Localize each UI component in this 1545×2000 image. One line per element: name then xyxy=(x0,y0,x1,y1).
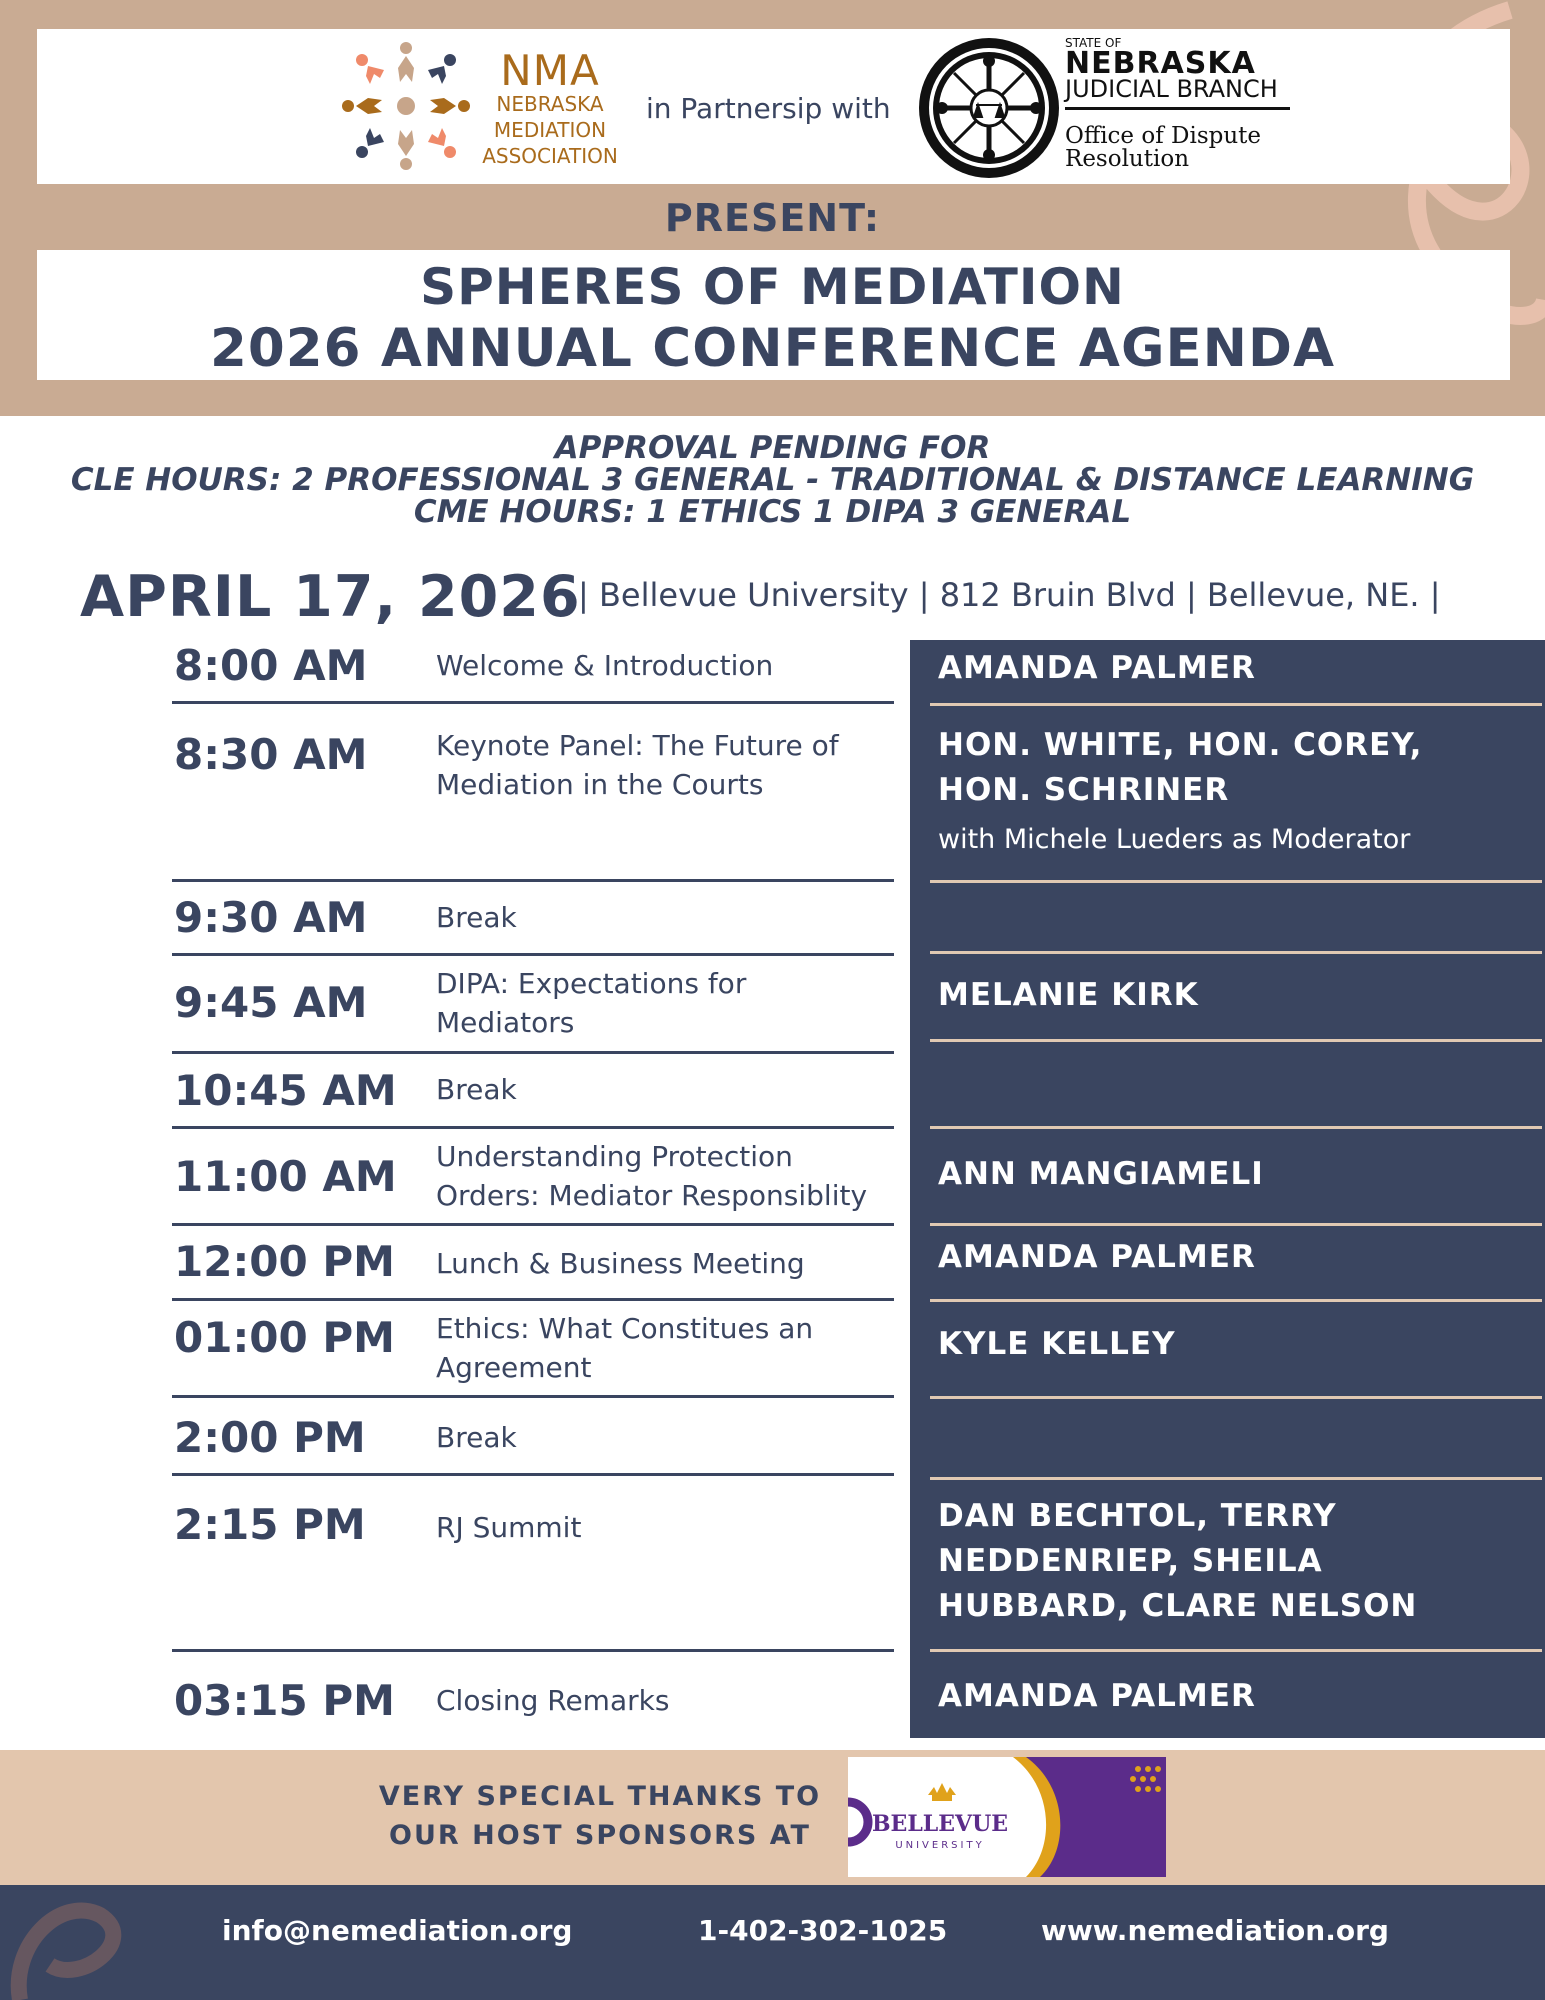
agenda-session: Understanding Protection Orders: Mediator Responsiblity xyxy=(436,1140,868,1212)
row-divider xyxy=(172,1395,894,1398)
row-divider xyxy=(172,1223,894,1226)
sponsor-band xyxy=(0,1750,1545,1885)
agenda-session: Closing Remarks xyxy=(436,1684,670,1717)
row-divider xyxy=(172,879,894,882)
row-divider xyxy=(172,1649,894,1652)
agenda-session: Ethics: What Constitues an Agreement xyxy=(436,1312,814,1384)
agenda-time: 2:15 PM xyxy=(174,1500,366,1549)
agenda-time: 01:00 PM xyxy=(174,1313,395,1362)
agenda-speaker: ANN MANGIAMELI xyxy=(938,1156,1264,1192)
speaker-divider xyxy=(930,1126,1542,1129)
agenda-session: DIPA: Expectations for Mediators xyxy=(436,967,747,1039)
speaker-divider xyxy=(930,1396,1542,1399)
office-label-line2: Resolution xyxy=(1065,146,1190,172)
agenda-session: Break xyxy=(436,1073,517,1106)
nma-name-line3: ASSOCIATION xyxy=(482,144,618,168)
conference-title-line2: 2026 ANNUAL CONFERENCE AGENDA xyxy=(209,318,1336,379)
agenda-session: Break xyxy=(436,901,517,934)
office-label-line1: Office of Dispute xyxy=(1065,123,1262,149)
agenda-speaker: DAN BECHTOL, TERRY NEDDENRIEP, SHEILA HUBBARD, CLARE NELSON xyxy=(938,1498,1418,1624)
nma-abbreviation: NMA xyxy=(500,46,600,95)
speaker-divider xyxy=(930,1223,1542,1226)
row-divider xyxy=(172,953,894,956)
footer-phone[interactable]: 1-402-302-1025 xyxy=(698,1914,948,1947)
agenda-session: Keynote Panel: The Future of Mediation in the Courts xyxy=(436,729,839,801)
agenda-session: Break xyxy=(436,1421,517,1454)
approval-line1: APPROVAL PENDING FOR xyxy=(554,430,991,466)
agenda-speaker: AMANDA PALMER xyxy=(938,1678,1256,1714)
footer-email-link[interactable]: info@nemediation.org xyxy=(222,1914,573,1947)
speaker-divider xyxy=(930,703,1542,706)
bellevue-logo-text: BELLEVUE xyxy=(871,1811,1009,1837)
speaker-divider xyxy=(930,1299,1542,1302)
judicial-divider xyxy=(1065,107,1290,110)
speaker-divider xyxy=(930,1039,1542,1042)
partnership-text: in Partnersip with xyxy=(646,92,891,125)
sponsor-thanks-line2: OUR HOST SPONSORS AT xyxy=(389,1820,811,1851)
agenda-speaker: KYLE KELLEY xyxy=(938,1326,1176,1362)
agenda-speaker: MELANIE KIRK xyxy=(938,977,1199,1013)
agenda-speaker: AMANDA PALMER xyxy=(938,1239,1256,1275)
speaker-divider xyxy=(930,880,1542,883)
row-divider xyxy=(172,1298,894,1301)
approval-line2: CLE HOURS: 2 PROFESSIONAL 3 GENERAL - TRADITIONAL & DISTANCE LEARNING xyxy=(70,462,1475,498)
agenda-time: 8:30 AM xyxy=(174,730,368,779)
agenda-session: Lunch & Business Meeting xyxy=(436,1247,805,1280)
event-date: APRIL 17, 2026 xyxy=(80,564,581,630)
agenda-time: 2:00 PM xyxy=(174,1413,366,1462)
present-heading: PRESENT: xyxy=(664,196,881,240)
agenda-time: 9:45 AM xyxy=(174,978,368,1027)
agenda-time: 03:15 PM xyxy=(174,1676,395,1725)
agenda-speaker-note: with Michele Lueders as Moderator xyxy=(938,824,1411,855)
nma-name-line2: MEDIATION xyxy=(493,118,607,142)
agenda-session: Welcome & Introduction xyxy=(436,649,774,682)
agenda-time: 12:00 PM xyxy=(174,1237,395,1286)
speaker-divider xyxy=(930,1477,1542,1480)
nma-logo-icon xyxy=(340,38,472,174)
judicial-branch-label: JUDICIAL BRANCH xyxy=(1065,75,1278,103)
row-divider xyxy=(172,1473,894,1476)
agenda-time: 10:45 AM xyxy=(174,1066,397,1115)
agenda-speaker: AMANDA PALMER xyxy=(938,650,1256,686)
speaker-divider xyxy=(930,1649,1542,1652)
agenda-time: 8:00 AM xyxy=(174,641,368,690)
footer-website-link[interactable]: www.nemediation.org xyxy=(1041,1914,1389,1947)
footer-swirl-decoration xyxy=(0,1885,200,2000)
approval-line3: CME HOURS: 1 ETHICS 1 DIPA 3 GENERAL xyxy=(413,494,1132,530)
row-divider xyxy=(172,701,894,704)
row-divider xyxy=(172,1051,894,1054)
bellevue-logo-subtext: UNIVERSITY xyxy=(895,1840,985,1851)
agenda-time: 9:30 AM xyxy=(174,893,368,942)
event-venue: | Bellevue University | 812 Bruin Blvd | Bellevue, NE. | xyxy=(578,576,1441,614)
bellevue-university-logo xyxy=(848,1757,1166,1877)
sponsor-thanks-line1: VERY SPECIAL THANKS TO xyxy=(378,1781,822,1812)
nebraska-label: NEBRASKA xyxy=(1065,46,1256,81)
agenda-session: RJ Summit xyxy=(436,1511,582,1544)
speaker-divider xyxy=(930,951,1542,954)
agenda-time: 11:00 AM xyxy=(174,1152,397,1201)
row-divider xyxy=(172,1126,894,1129)
state-of-label: STATE OF xyxy=(1065,36,1122,50)
judicial-seal-icon xyxy=(918,37,1060,179)
conference-title-line1: SPHERES OF MEDIATION xyxy=(420,258,1125,316)
agenda-speaker: HON. WHITE, HON. COREY, HON. SCHRINER xyxy=(938,727,1423,808)
nma-name-line1: NEBRASKA xyxy=(496,92,604,116)
